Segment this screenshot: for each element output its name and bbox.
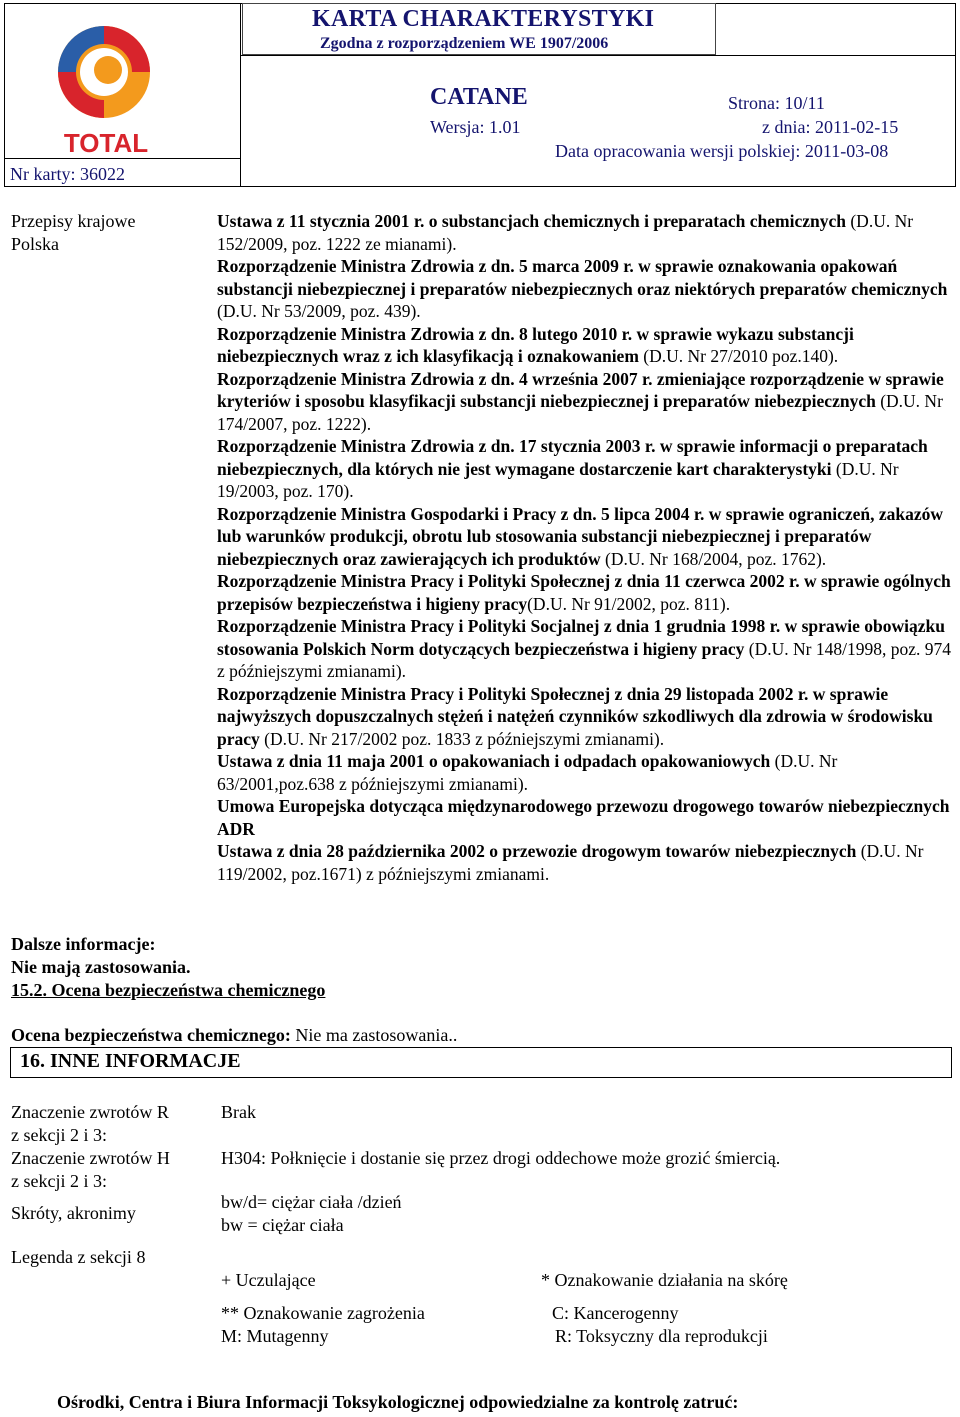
product-name: CATANE (430, 84, 528, 110)
r-phrases-label: Znaczenie zwrotów R z sekcji 2 i 3: (11, 1102, 169, 1145)
regulation-title: Rozporządzenie Ministra Zdrowia z dn. 5 marca 2009 r. w sprawie oznakowania opakowań substancji niebezpiecznej i preparatów niebezpiecznych oraz niektórych preparatów chemicznych (217, 256, 948, 299)
legend-skin: * Oznakowanie działania na skórę (541, 1270, 788, 1290)
csa-line (11, 1025, 457, 1046)
regulation-reference: (D.U. Nr 91/2002, poz. 811). (527, 593, 731, 614)
regulation-title: Umowa Europejska dotycząca międzynarodowego przewozu drogowego towarów niebezpiecznych ADR (217, 796, 950, 839)
header-divider (240, 55, 956, 56)
regulation-title: Rozporządzenie Ministra Zdrowia z dn. 4 września 2007 r. zmieniające rozporządzenie w sprawie kryteriów i sposobu klasyfikacji substancji niebezpiecznej i preparatów niebezpiecznych (217, 368, 944, 411)
regulation-reference: (D.U. Nr 217/2002 poz. 1833 z późniejszymi zmianami). (259, 728, 665, 749)
regulation-title: Rozporządzenie Ministra Gospodarki i Pracy z dn. 5 lipca 2004 r. w sprawie ograniczeń, zakazów lub warunków produkcji, obrotu lub stosowania substancji niebezpiecznej i preparatów niebezpiecznych oraz zawierających ich produktów (217, 503, 944, 569)
footer-text: Ośrodki, Centra i Biura Informacji Toksykologicznej odpowiedzialne za kontrolę zatruć: (57, 1392, 739, 1412)
regulations-list (217, 210, 952, 885)
abbrev-value: bw = ciężar ciała (221, 1215, 344, 1235)
regulation-item (217, 503, 952, 571)
legend-mutagen: M: Mutagenny (221, 1326, 329, 1346)
version-date: z dnia: 2011-02-15 (762, 117, 899, 137)
regulation-item (217, 683, 952, 751)
regulation-title: Ustawa z dnia 28 października 2002 o przewozie drogowym towarów niebezpiecznych (217, 841, 857, 861)
legend-label: Legenda z sekcji 8 (11, 1247, 146, 1267)
regulation-item (217, 435, 952, 503)
abbrev-label: Skróty, akronimy (11, 1203, 136, 1223)
regulation-reference: (D.U. Nr 174/2007, poz. 1222). (217, 391, 943, 434)
section16-heading: 16. INNE INFORMACJE (20, 1050, 241, 1072)
regulation-item (217, 750, 952, 795)
header-divider (4, 158, 241, 159)
regulation-title: Rozporządzenie Ministra Pracy i Polityki Socjalnej z dnia 1 grudnia 1998 r. w sprawie obowiązku stosowania Polskich Norm dotyczących bezpieczeństwa i higieny pracy (217, 616, 946, 659)
regulation-item (217, 615, 952, 683)
polish-version-date: Data opracowania wersji polskiej: 2011-03-08 (555, 141, 889, 161)
further-info-value: Nie mają zastosowania. (11, 957, 191, 977)
document-subtitle: Zgodna z rozporządzeniem WE 1907/2006 (320, 35, 609, 52)
regulation-item (217, 840, 952, 885)
regulation-reference: (D.U. Nr 152/2009, poz. 1222 ze mianami). (217, 211, 914, 254)
regulation-reference: (D.U. Nr 148/1998, poz. 974 z późniejszymi zmianami). (217, 638, 951, 681)
regulation-item (217, 210, 952, 255)
h-phrases-label: Znaczenie zwrotów H z sekcji 2 i 3: (11, 1148, 170, 1191)
regulation-item (217, 255, 952, 323)
national-regulations-label: Przepisy krajowe Polska (11, 211, 136, 254)
abbrev-value: bw/d= ciężar ciała /dzień (221, 1192, 402, 1212)
regulation-item (217, 323, 952, 368)
header-divider (240, 3, 241, 187)
version: Wersja: 1.01 (430, 117, 521, 137)
regulation-reference: (D.U. Nr 119/2002, poz.1671) z późniejszymi zmianami. (217, 841, 924, 884)
legend-reproductive: R: Toksyczny dla reprodukcji (555, 1326, 768, 1346)
regulation-reference: (D.U. Nr 53/2009, poz. 439). (217, 301, 421, 321)
legend-hazard: ** Oznakowanie zagrożenia (221, 1303, 425, 1323)
regulation-item (217, 368, 952, 436)
r-phrases-value: Brak (221, 1102, 256, 1122)
regulation-title: Ustawa z dnia 11 maja 2001 o opakowaniach i odpadach opakowaniowych (217, 751, 771, 771)
regulation-reference: (D.U. Nr 27/2010 poz.140). (638, 346, 839, 366)
h-phrases-value: H304: Połknięcie i dostanie się przez drogi oddechowe może grozić śmiercią. (221, 1148, 781, 1168)
regulation-title: Rozporządzenie Ministra Zdrowia z dn. 8 lutego 2010 r. w sprawie wykazu substancji niebezpiecznych wraz z ich klasyfikacją i oznakowaniem (217, 323, 854, 366)
regulation-title: Ustawa z 11 stycznia 2001 r. o substancjach chemicznych i preparatach chemicznych (217, 211, 846, 231)
svg-text:TOTAL: TOTAL (63, 128, 149, 154)
document-title: KARTA CHARAKTERYSTYKI (312, 6, 655, 32)
page-number: Strona: 10/11 (728, 93, 825, 113)
total-logo (46, 14, 166, 154)
csa-value: Nie ma zastosowania.. (290, 1025, 458, 1045)
csa-label: Ocena bezpieczeństwa chemicznego: (11, 1025, 291, 1045)
regulation-reference: (D.U. Nr 63/2001,poz.638 z późniejszymi zmianami). (217, 751, 838, 794)
regulation-title: Rozporządzenie Ministra Pracy i Polityki Społecznej z dnia 11 czerwca 2002 r. w sprawie ogólnych przepisów bezpieczeństwa i higieny pracy (217, 571, 951, 614)
legend-carcinogen: C: Kancerogenny (552, 1303, 679, 1323)
regulation-title: Rozporządzenie Ministra Zdrowia z dn. 17 stycznia 2003 r. w sprawie informacji o preparatach niebezpiecznych, dla których nie jest wymagane dostarczenie kart charakterystyki (217, 436, 928, 479)
further-info-heading: Dalsze informacje: (11, 934, 156, 954)
regulation-item (217, 570, 952, 615)
regulation-title: Rozporządzenie Ministra Pracy i Polityki Społecznej z dnia 29 listopada 2002 r. w sprawie najwyższych dopuszczalnych stężeń i natężeń czynników szkodliwych dla zdrowia w środowisku pracy (217, 683, 933, 749)
csa-heading: 15.2. Ocena bezpieczeństwa chemicznego (11, 980, 326, 1000)
legend-sensitizing: + Uczulające (221, 1270, 316, 1290)
regulation-item (217, 795, 952, 840)
card-number: Nr karty: 36022 (10, 164, 125, 184)
regulation-reference: (D.U. Nr 168/2004, poz. 1762). (600, 548, 827, 569)
regulation-reference: (D.U. Nr 19/2003, poz. 170). (217, 458, 899, 501)
